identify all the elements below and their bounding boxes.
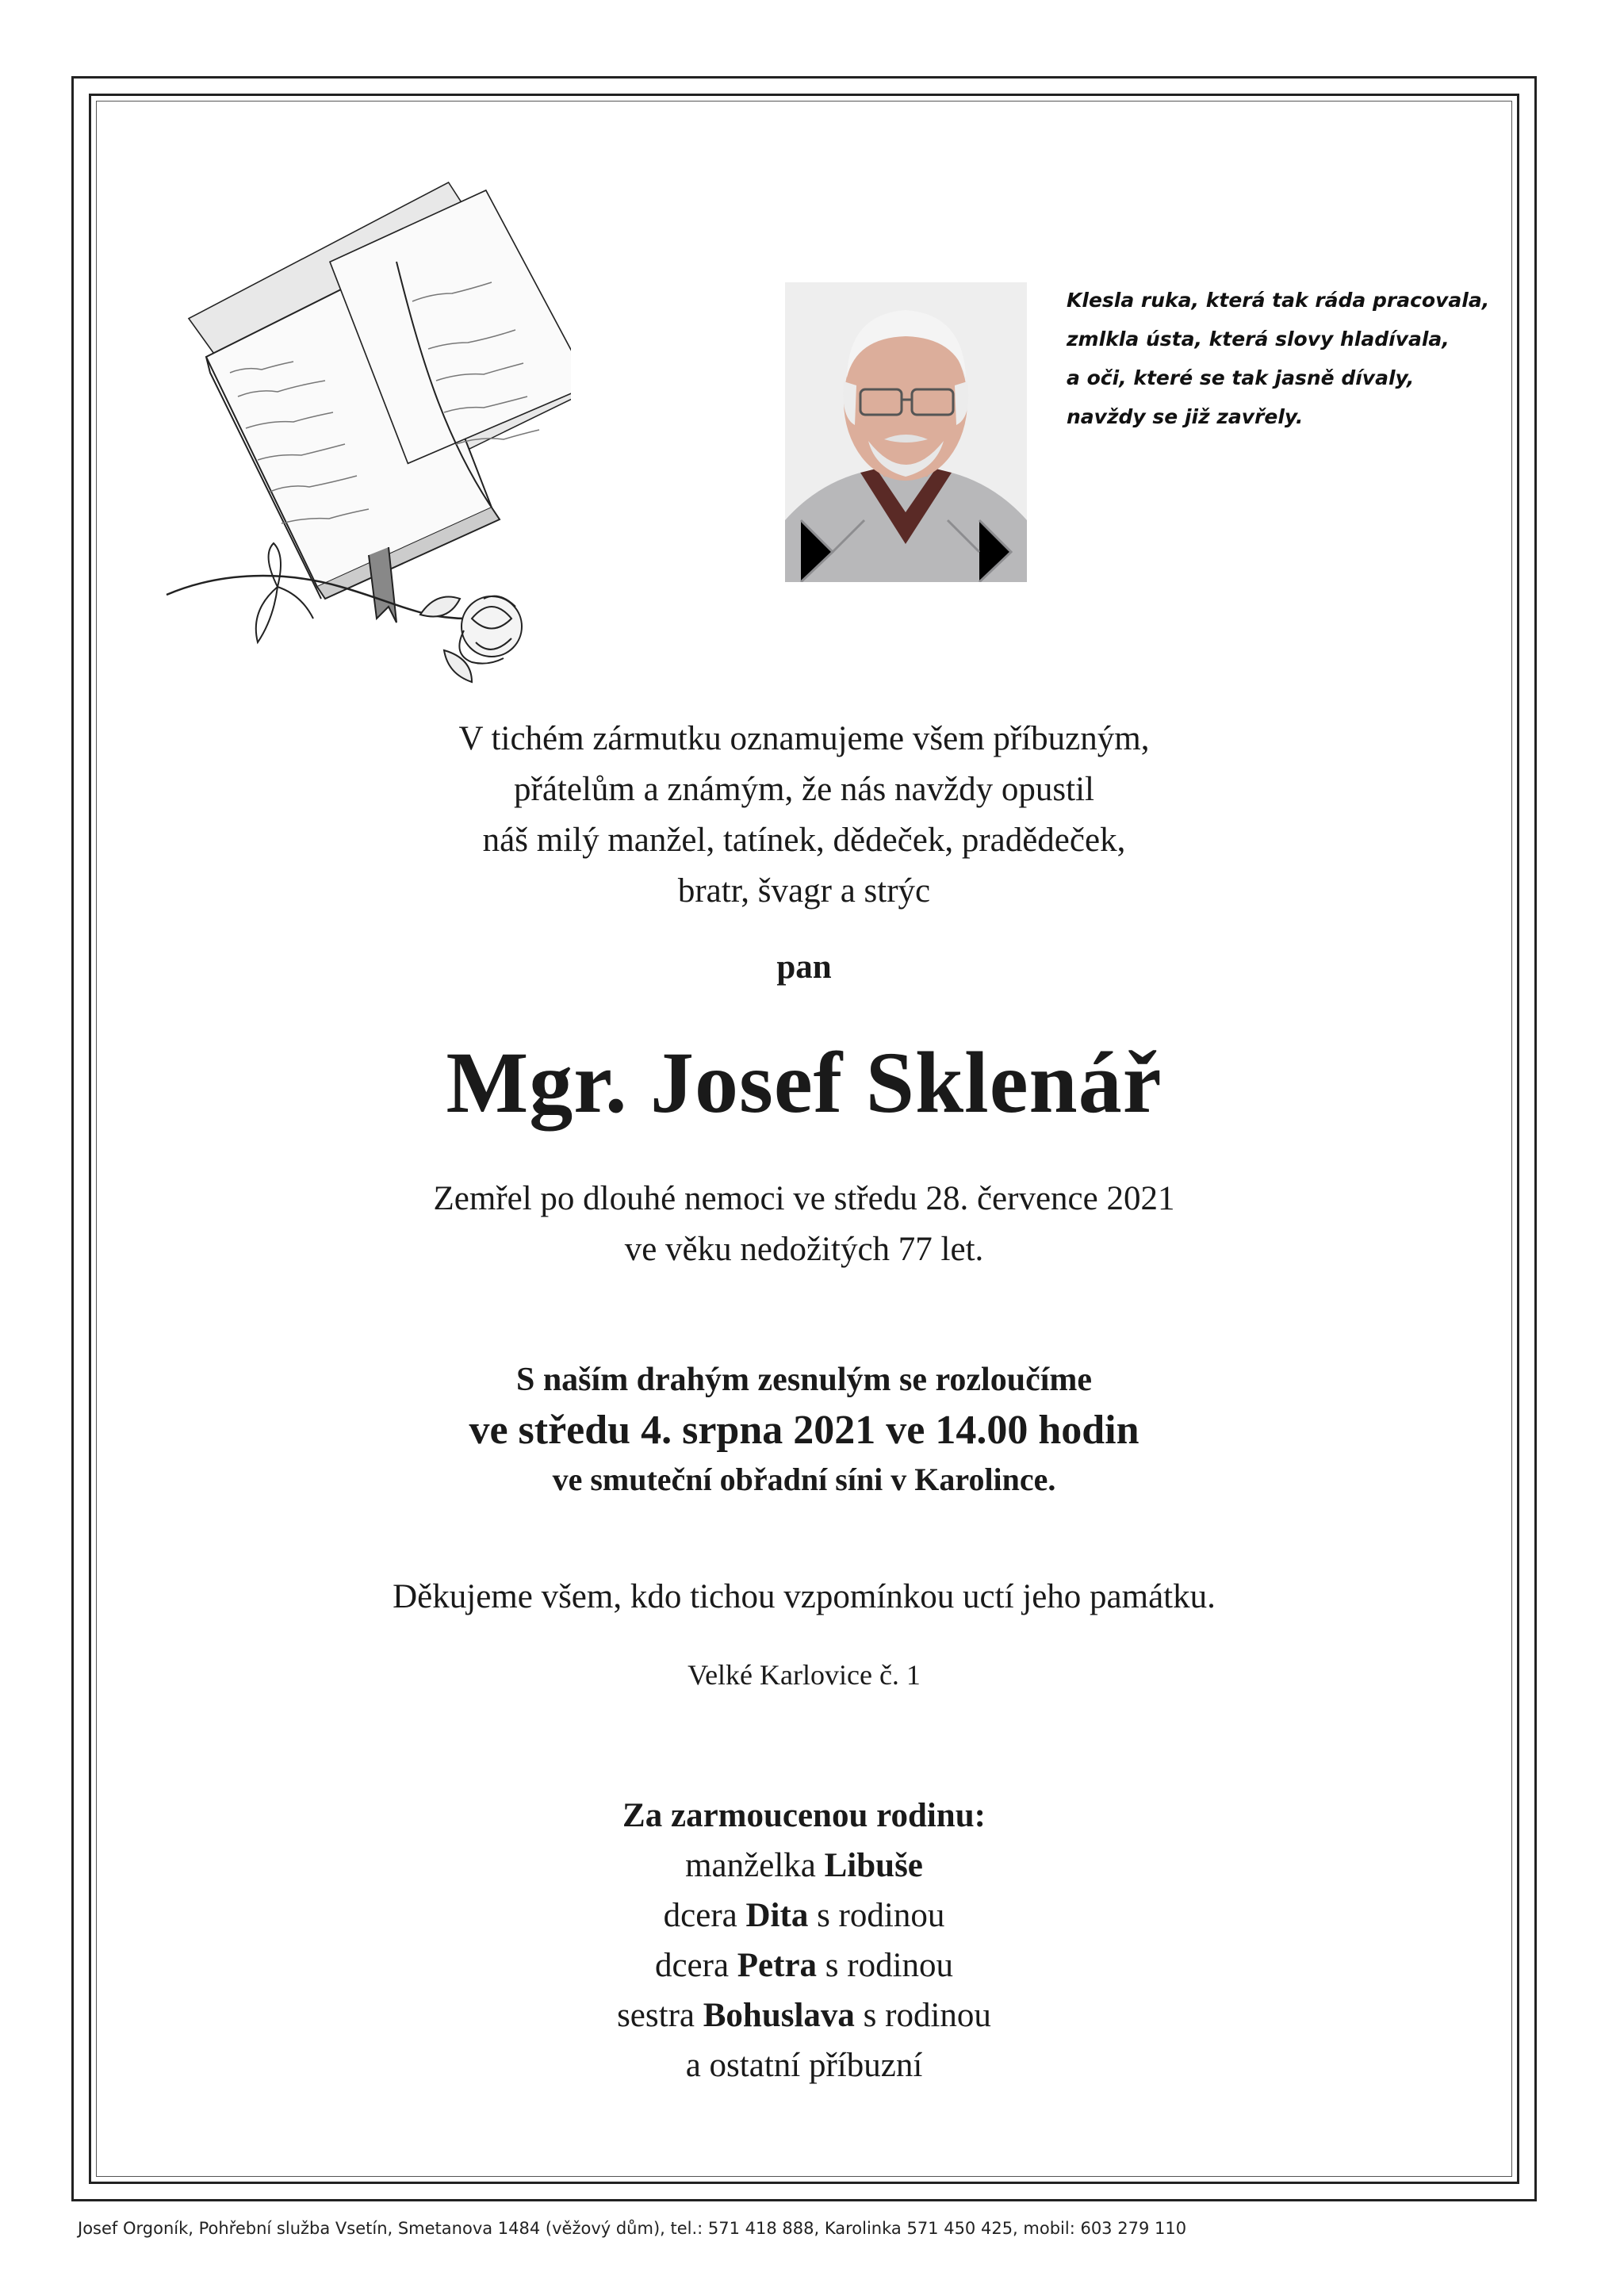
farewell-date-time: ve středu 4. srpna 2021 ve 14.00 hodin	[469, 1408, 1139, 1453]
funeral-service-footer: Josef Orgoník, Pohřební služba Vsetín, Smetanova 1484 (věžový dům), tel.: 571 418 888, Karolinka 571 450 425, mobil: 603 279 110	[78, 2219, 1187, 2238]
family-member: dcera Dita s rodinou	[663, 1897, 945, 1934]
family-heading: Za zarmoucenou rodinu:	[622, 1797, 986, 1834]
family-member: dcera Petra s rodinou	[654, 1947, 954, 1984]
poem-line: zmlkla ústa, která slovy hladívala,	[1067, 328, 1450, 351]
intro-line: náš milý manžel, tatínek, dědeček, pradědeček,	[482, 822, 1126, 859]
death-details	[89, 1174, 1519, 1275]
death-line: ve věku nedožitých 77 let.	[624, 1231, 984, 1268]
poem-line: navždy se již zavřely.	[1067, 405, 1304, 428]
farewell-line-1: S naším drahým zesnulým se rozloučíme	[515, 1362, 1093, 1398]
poem	[1067, 281, 1511, 436]
thanks-text: Děkujeme všem, kdo tichou vzpomínkou uctí jeho památku.	[393, 1578, 1216, 1615]
poem-line: Klesla ruka, která tak ráda pracovala,	[1067, 289, 1490, 312]
farewell-place: ve smuteční obřadní síni v Karolince.	[552, 1462, 1056, 1497]
family-closing: a ostatní příbuzní	[685, 2047, 923, 2084]
address: Velké Karlovice č. 1	[688, 1659, 921, 1691]
intro-line: V tichém zármutku oznamujeme všem příbuzným,	[458, 720, 1150, 757]
family-member: manželka Libuše	[685, 1847, 923, 1884]
portrait-photo	[785, 282, 1027, 582]
family-list	[89, 1791, 1519, 2090]
family-member: sestra Bohuslava s rodinou	[617, 1997, 991, 2034]
poem-line: a oči, které se tak jasně dívaly,	[1067, 366, 1415, 389]
open-book-with-rose-icon	[159, 174, 571, 706]
deceased-name: Mgr. Josef Sklenář	[446, 1034, 1162, 1131]
intro-line: přátelům a známým, že nás navždy opustil	[514, 771, 1094, 808]
intro-line: bratr, švagr a strýc	[677, 872, 931, 910]
announcement-intro	[89, 714, 1519, 917]
death-line: Zemřel po dlouhé nemoci ve středu 28. července 2021	[433, 1180, 1175, 1217]
honorific: pan	[776, 948, 832, 986]
farewell-info	[89, 1354, 1519, 1504]
